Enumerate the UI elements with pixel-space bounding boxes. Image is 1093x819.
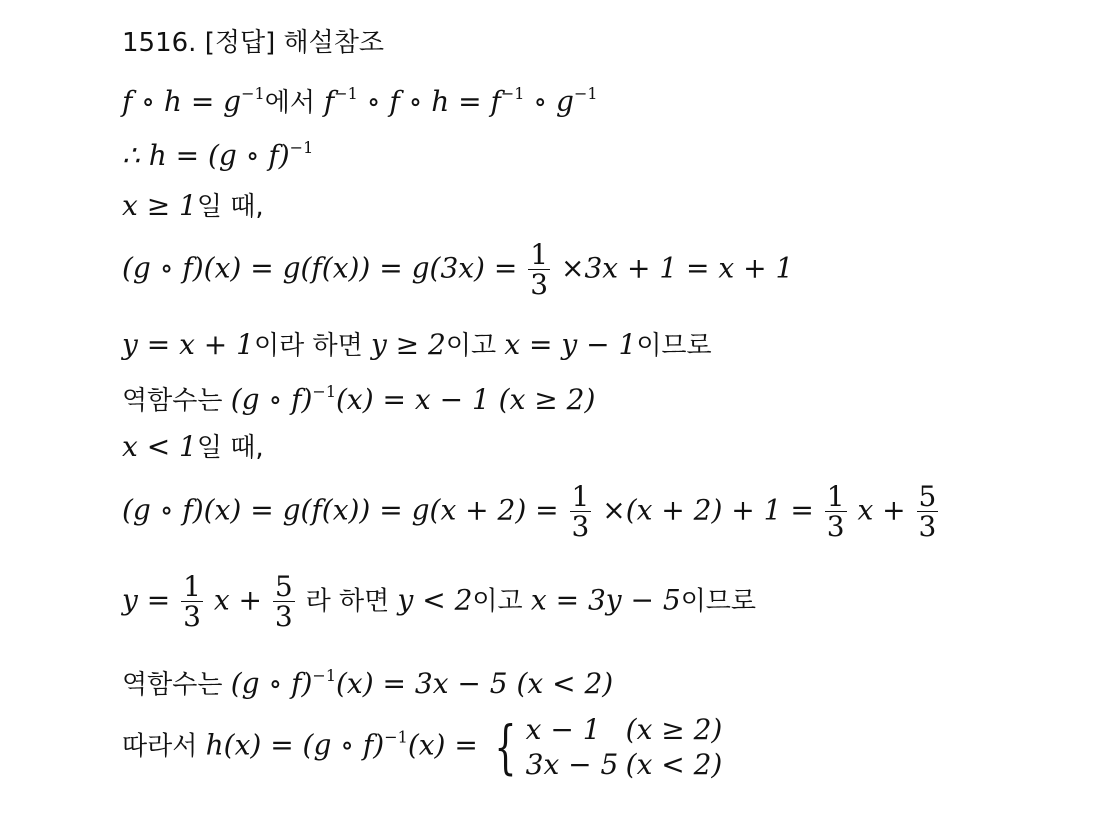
case-row-2: 3x − 5 (x < 2) xyxy=(525,748,723,781)
fraction: $\frac{5}{3}$ xyxy=(918,480,937,544)
solution-line-4: (g ∘ f)(x) = g(f(x)) = g(3x) = $\frac{1}{3}$ ×3x + 1 = x + 1 xyxy=(122,238,794,302)
fraction: $\frac{1}{3}$ xyxy=(183,570,201,634)
solution-line-10: 역함수는 (g ∘ f)$^{-1}$(x) = 3x − 5 (x < 2) xyxy=(122,666,614,700)
solution-line-7: x < 1일 때, xyxy=(122,430,264,463)
fraction: $\frac{1}{3}$ xyxy=(571,480,590,544)
solution-line-2: ∴ h = (g ∘ f)$^{-1}$ xyxy=(122,138,314,172)
piecewise-cases xyxy=(487,712,723,782)
problem-number: 1516. xyxy=(122,28,197,58)
solution-line-6: 역함수는 (g ∘ f)$^{-1}$(x) = x − 1 (x ≥ 2) xyxy=(122,382,596,416)
left-brace: { xyxy=(494,713,517,781)
solution-line-9: y = $\frac{1}{3}$ x + $\frac{5}{3}$ 라 하면 y < 2이고 x = 3y − 5이므로 xyxy=(122,570,757,634)
fraction: $\frac{1}{3}$ xyxy=(826,480,845,544)
case-row-1: x − 1 (x ≥ 2) xyxy=(525,713,723,746)
solution-line-1: f ∘ $h = g^{-1}$에서 $f^{-1}$ ∘ f ∘ $h = f^{-1}$ ∘ $g^{-1}$ xyxy=(122,84,598,118)
answer-tag: [정답] xyxy=(204,28,276,58)
solution-line-5: y = x + 1이라 하면 y ≥ 2이고 x = y − 1이므로 xyxy=(122,328,712,361)
solution-line-8: (g ∘ f)(x) = g(f(x)) = g(x + 2) = $\frac{1}{3}$ ×(x + 2) + 1 = $\frac{1}{3}$ x + $\frac{5}{3}$ xyxy=(122,480,937,544)
fraction: $\frac{5}{3}$ xyxy=(274,570,293,634)
solution-line-3: x ≥ 1일 때, xyxy=(122,189,264,222)
problem-header xyxy=(122,30,384,56)
solution-line-11: 따라서 h(x) = (g ∘ f)$^{-1}$(x) = { x − 1 (x ≥ 2) 3x − 5 (x < 2) xyxy=(122,713,723,781)
fraction: $\frac{1}{3}$ xyxy=(530,238,549,302)
answer-text: 해설참조 xyxy=(283,28,384,58)
